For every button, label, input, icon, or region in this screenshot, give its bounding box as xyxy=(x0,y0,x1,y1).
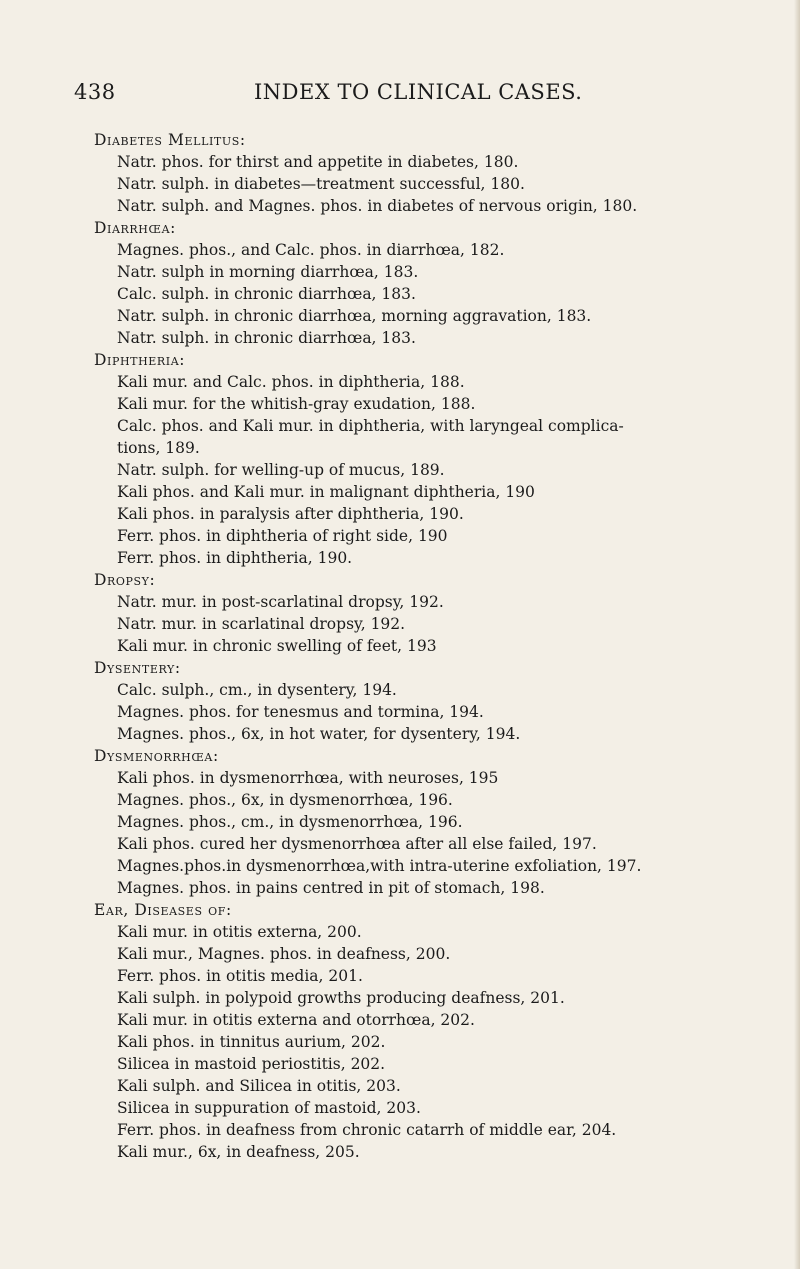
page-title: INDEX TO CLINICAL CASES. xyxy=(254,80,583,104)
index-entry xyxy=(117,789,784,811)
index-entry-line: Kali mur. in chronic swelling of feet, 193 xyxy=(117,637,437,655)
index-entry-line: Kali mur. in otitis externa and otorrhœa, 202. xyxy=(117,1011,475,1029)
index-entry xyxy=(117,173,784,195)
index-entry xyxy=(117,635,784,657)
index-entry-line: Ferr. phos. in otitis media, 201. xyxy=(117,967,363,985)
index-entry-line: Ferr. phos. in diphtheria, 190. xyxy=(117,549,353,567)
index-entry xyxy=(117,1075,784,1097)
index-entry xyxy=(117,283,784,305)
index-entry xyxy=(117,877,784,899)
index-entry xyxy=(117,195,784,217)
index-entry-line: Kali mur., Magnes. phos. in deafness, 200. xyxy=(117,945,451,963)
index-entry-line: Natr. sulph. and Magnes. phos. in diabetes of nervous origin, 180. xyxy=(117,197,638,215)
index-section xyxy=(94,899,784,1163)
index-entry xyxy=(117,151,784,173)
index-entry xyxy=(117,965,784,987)
index-entry-line: Magnes. phos., and Calc. phos. in diarrhœa, 182. xyxy=(117,241,505,259)
index-entry xyxy=(117,723,784,745)
index-entry xyxy=(117,1031,784,1053)
section-heading: Dysentery: xyxy=(94,659,181,677)
index-entry-line: Natr. phos. for thirst and appetite in diabetes, 180. xyxy=(117,153,519,171)
index-entry-line: Kali mur. and Calc. phos. in diphtheria, 188. xyxy=(117,373,465,391)
index-entry-line: Magnes. phos. in pains centred in pit of stomach, 198. xyxy=(117,879,545,897)
section-heading: Diarrhœa: xyxy=(94,219,176,237)
page-edge-shadow xyxy=(794,0,800,1269)
index-entry-line: tions, 189. xyxy=(117,439,200,457)
index-entry xyxy=(117,459,784,481)
index-entry-line: Silicea in mastoid periostitis, 202. xyxy=(117,1055,386,1073)
index-entry xyxy=(117,943,784,965)
index-entry xyxy=(117,547,784,569)
index-entry-line: Natr. sulph. in chronic diarrhœa, morning aggravation, 183. xyxy=(117,307,592,325)
index-entry-line: Magnes. phos. for tenesmus and tormina, 194. xyxy=(117,703,484,721)
index-entry xyxy=(117,591,784,613)
index-entry-line: Calc. sulph. in chronic diarrhœa, 183. xyxy=(117,285,416,303)
index-entry xyxy=(117,481,784,503)
index-section xyxy=(94,349,784,569)
index-entry-line: Natr. sulph. in chronic diarrhœa, 183. xyxy=(117,329,416,347)
index-entry-line: Natr. sulph. for welling-up of mucus, 189. xyxy=(117,461,445,479)
index-entry-line: Natr. sulph in morning diarrhœa, 183. xyxy=(117,263,419,281)
index-entry-line: Kali phos. in paralysis after diphtheria, 190. xyxy=(117,505,464,523)
index-section xyxy=(94,569,784,657)
index-entry-line: Kali phos. cured her dysmenorrhœa after all else failed, 197. xyxy=(117,835,597,853)
page-number: 438 xyxy=(74,80,116,104)
index-entry-line: Ferr. phos. in deafness from chronic catarrh of middle ear, 204. xyxy=(117,1121,617,1139)
index-entry-line: Natr. sulph. in diabetes—treatment successful, 180. xyxy=(117,175,525,193)
index-entry xyxy=(117,767,784,789)
index-section xyxy=(94,657,784,745)
index-entry xyxy=(117,393,784,415)
index-section xyxy=(94,129,784,217)
index-entry-line: Kali mur. for the whitish-gray exudation, 188. xyxy=(117,395,476,413)
index-entry xyxy=(117,679,784,701)
index-entry-line: Magnes. phos., 6x, in dysmenorrhœa, 196. xyxy=(117,791,453,809)
index-entry xyxy=(117,305,784,327)
index-entry xyxy=(117,1141,784,1163)
index-entry-line: Natr. mur. in scarlatinal dropsy, 192. xyxy=(117,615,406,633)
index-entry xyxy=(117,261,784,283)
index-entry xyxy=(117,921,784,943)
index-entry-line: Kali phos. and Kali mur. in malignant diphtheria, 190 xyxy=(117,483,535,501)
index-entry-line: Silicea in suppuration of mastoid, 203. xyxy=(117,1099,421,1117)
index-entry xyxy=(117,1053,784,1075)
index-body xyxy=(94,129,784,1163)
index-entry-line: Kali phos. in tinnitus aurium, 202. xyxy=(117,1033,386,1051)
index-entry xyxy=(117,833,784,855)
index-entry xyxy=(117,239,784,261)
index-entry xyxy=(117,613,784,635)
index-entry-line: Ferr. phos. in diphtheria of right side, 190 xyxy=(117,527,448,545)
section-heading: Dropsy: xyxy=(94,571,156,589)
index-entry-line: Magnes. phos., cm., in dysmenorrhœa, 196. xyxy=(117,813,463,831)
index-entry xyxy=(117,811,784,833)
index-entry xyxy=(117,415,784,459)
index-section xyxy=(94,745,784,899)
index-entry-line: Kali phos. in dysmenorrhœa, with neuroses, 195 xyxy=(117,769,499,787)
index-section xyxy=(94,217,784,349)
index-entry xyxy=(117,525,784,547)
index-entry-line: Calc. phos. and Kali mur. in diphtheria, with laryngeal complica- xyxy=(117,417,624,435)
index-entry-line: Kali sulph. and Silicea in otitis, 203. xyxy=(117,1077,401,1095)
index-entry-line: Kali mur. in otitis externa, 200. xyxy=(117,923,362,941)
index-entry xyxy=(117,1009,784,1031)
index-entry xyxy=(117,371,784,393)
index-entry xyxy=(117,1097,784,1119)
index-entry-line: Kali sulph. in polypoid growths producing deafness, 201. xyxy=(117,989,565,1007)
index-entry-line: Magnes.phos.in dysmenorrhœa,with intra-uterine exfoliation, 197. xyxy=(117,857,642,875)
section-heading: Ear, Diseases of: xyxy=(94,901,232,919)
index-entry xyxy=(117,1119,784,1141)
section-heading: Diphtheria: xyxy=(94,351,186,369)
index-entry-line: Magnes. phos., 6x, in hot water, for dysentery, 194. xyxy=(117,725,521,743)
section-heading: Diabetes Mellitus: xyxy=(94,131,246,149)
index-entry xyxy=(117,855,784,877)
section-heading: Dysmenorrhœa: xyxy=(94,747,219,765)
index-entry xyxy=(117,701,784,723)
index-entry xyxy=(117,327,784,349)
index-entry xyxy=(117,987,784,1009)
index-entry-line: Natr. mur. in post-scarlatinal dropsy, 192. xyxy=(117,593,444,611)
index-entry-line: Calc. sulph., cm., in dysentery, 194. xyxy=(117,681,397,699)
index-entry-line: Kali mur., 6x, in deafness, 205. xyxy=(117,1143,360,1161)
index-entry xyxy=(117,503,784,525)
